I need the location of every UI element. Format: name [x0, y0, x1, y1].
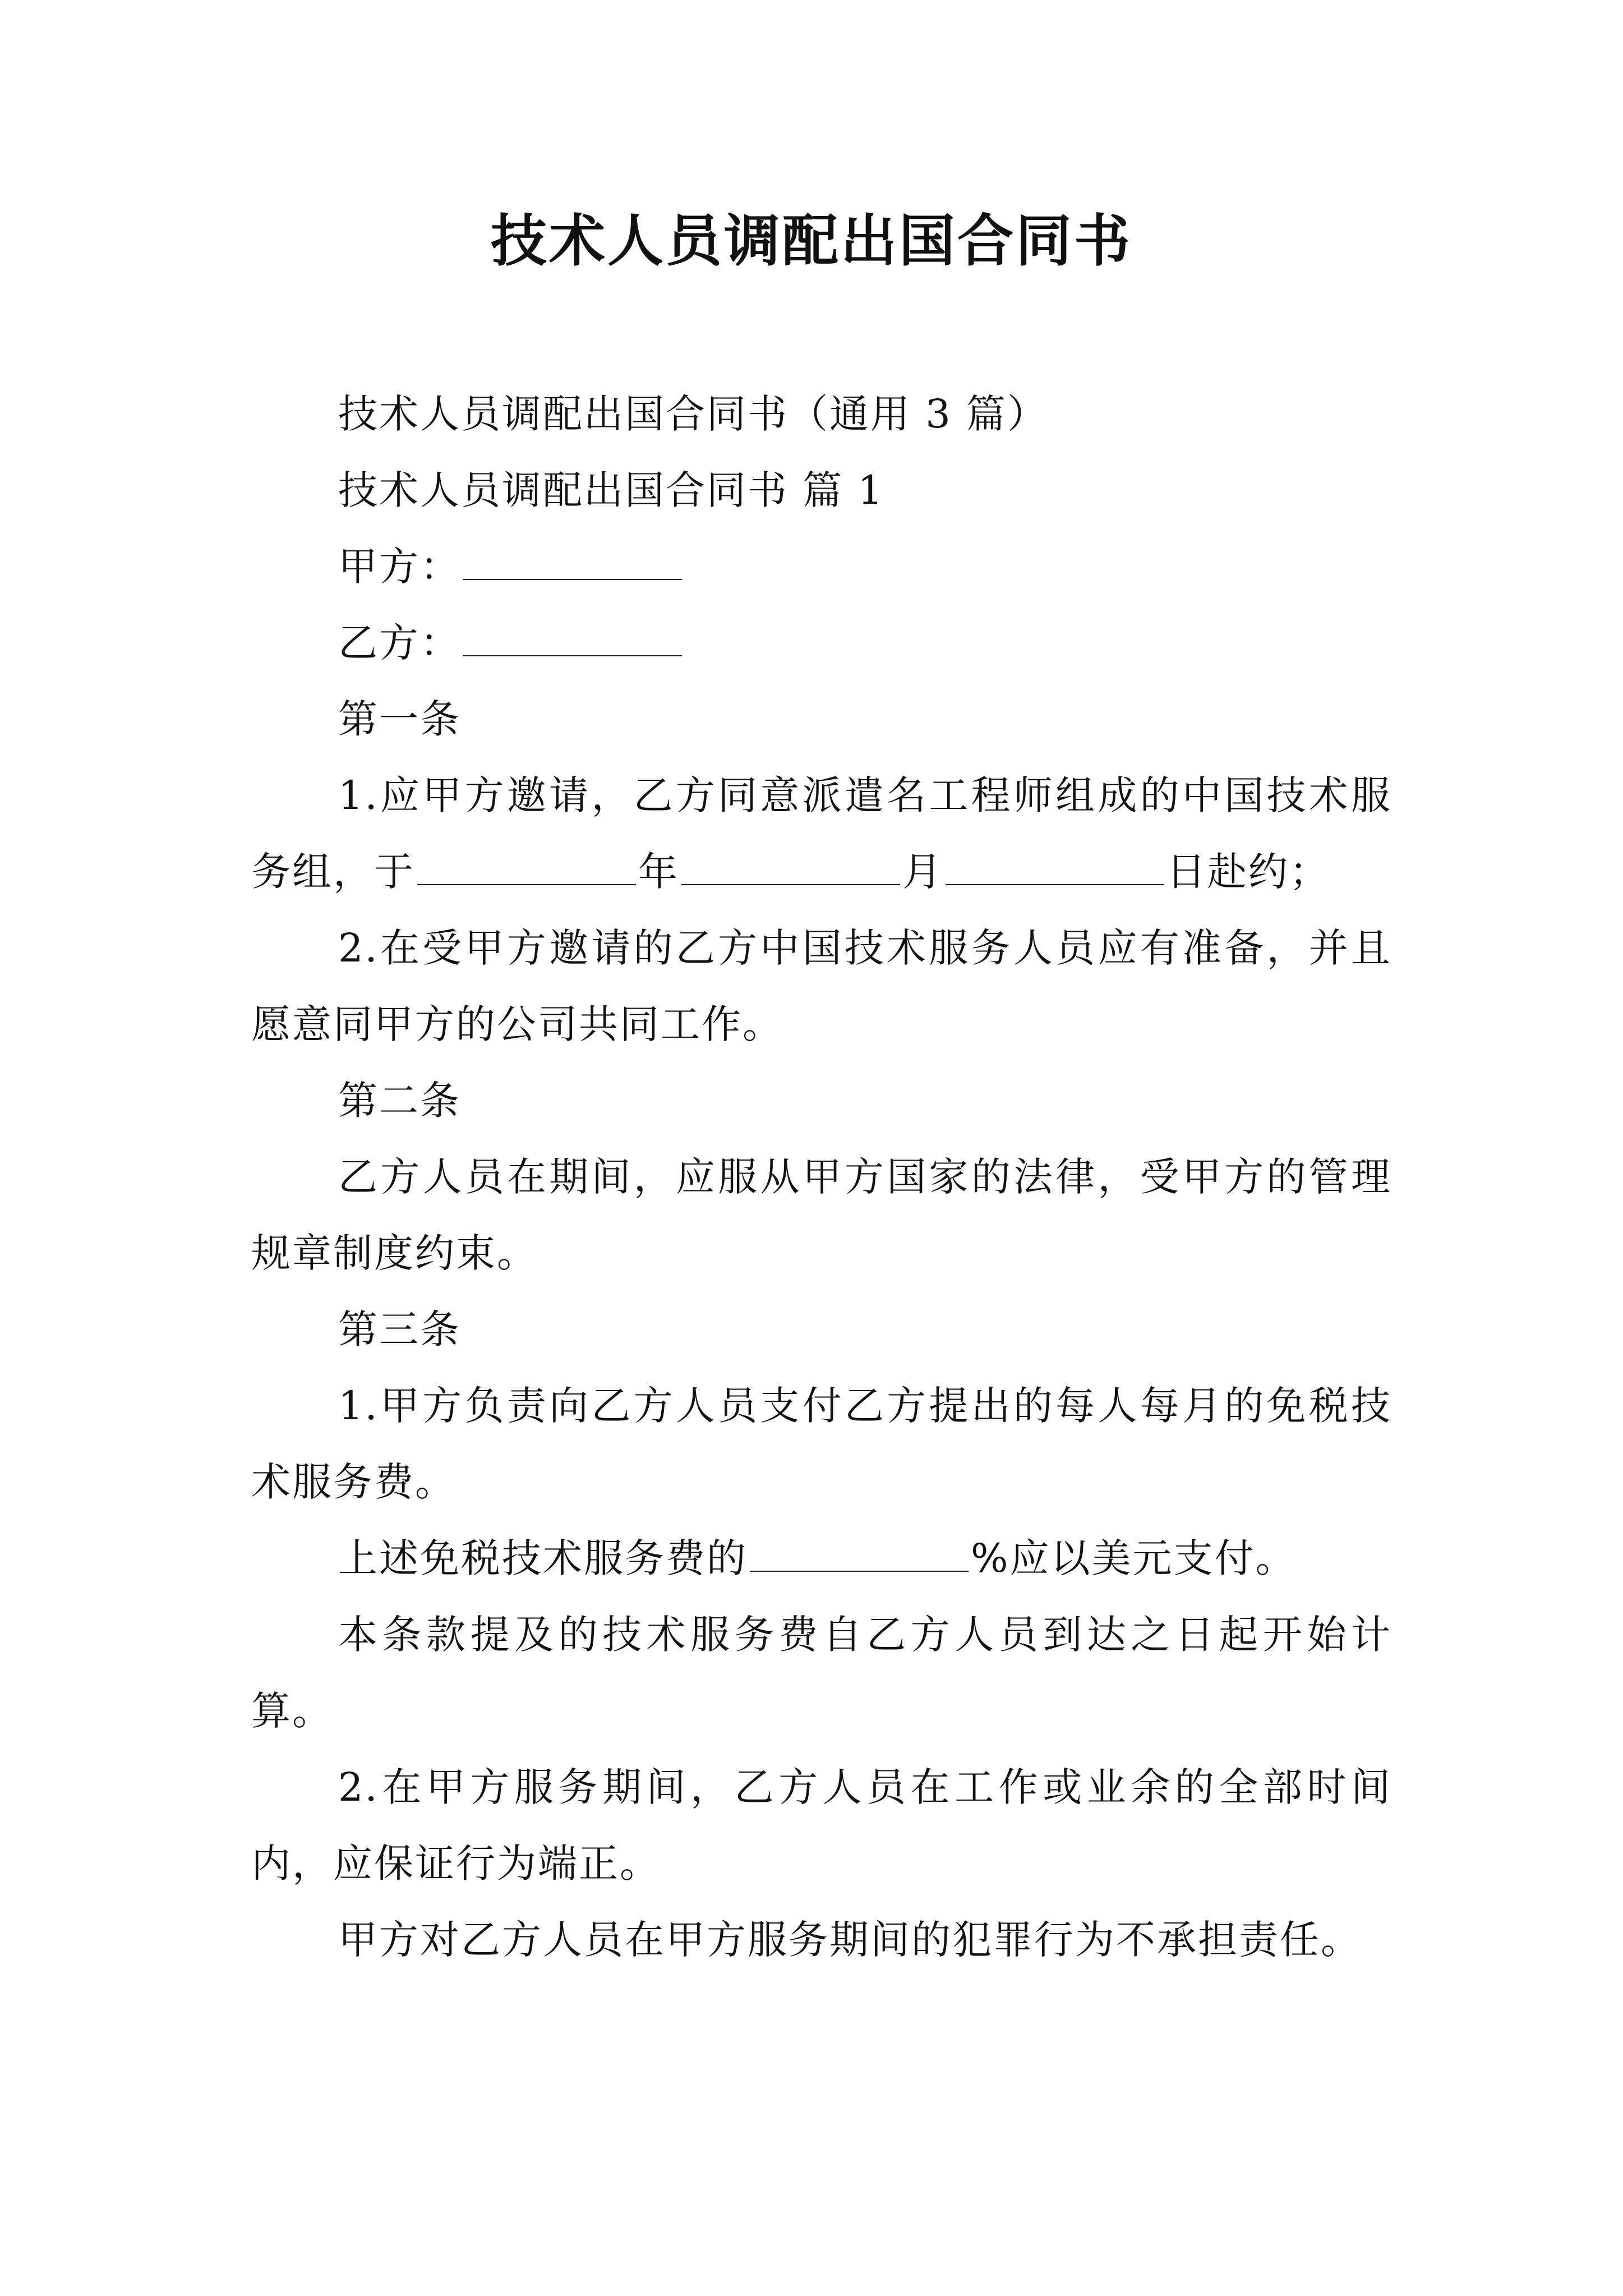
year-label: 年	[638, 849, 679, 895]
article-1-heading	[251, 681, 1392, 757]
paragraph-text: 2.在甲方服务期间，乙方人员在工作或业余的全部时间内，应保证行为端正。	[251, 1764, 1392, 1887]
paragraph-subtitle	[251, 376, 1392, 452]
party-b-blank	[463, 622, 682, 656]
paragraph-text: 1.应甲方邀请，乙方同意派遣名工程师组成的中国技术服务组，于	[251, 772, 1392, 895]
paragraph-text: 2.在受甲方邀请的乙方中国技术服务人员应有准备，并且愿意同甲方的公司共同工作。	[251, 925, 1392, 1047]
paragraph-text: 技术人员调配出国合同书（通用 3 篇）	[338, 391, 1049, 437]
article-1-clause-2	[251, 910, 1392, 1062]
paragraph-text: 日赴约；	[1166, 849, 1330, 895]
day-blank	[946, 850, 1164, 885]
article-2-body	[251, 1139, 1392, 1291]
paragraph-text: %应以美元支付。	[971, 1535, 1297, 1581]
article-3-fee-start	[251, 1596, 1392, 1749]
document-title: 技术人员调配出国合同书	[491, 208, 1132, 274]
paragraph-section-heading	[251, 452, 1392, 528]
article-3-usd-line	[251, 1520, 1392, 1596]
paragraph-text: 1.甲方负责向乙方人员支付乙方提出的每人每月的免税技术服务费。	[251, 1383, 1392, 1505]
percent-blank	[750, 1537, 969, 1572]
party-b-label: 乙方：	[338, 620, 461, 666]
party-a-line	[251, 528, 1392, 605]
article-3-liability	[251, 1902, 1392, 1978]
paragraph-text: 第二条	[338, 1078, 461, 1124]
paragraph-text: 第三条	[338, 1306, 461, 1352]
document-body	[251, 376, 1392, 1978]
paragraph-text: 第一条	[338, 696, 461, 742]
paragraph-text: 本条款提及的技术服务费自乙方人员到达之日起开始计算。	[251, 1612, 1392, 1734]
article-3-clause-2	[251, 1749, 1392, 1902]
paragraph-text: 乙方人员在期间，应服从甲方国家的法律，受甲方的管理规章制度约束。	[251, 1154, 1392, 1276]
article-1-clause-1	[251, 757, 1392, 910]
article-2-heading	[251, 1062, 1392, 1139]
paragraph-text: 上述免税技术服务费的	[338, 1535, 748, 1581]
article-3-heading	[251, 1291, 1392, 1368]
article-3-clause-1	[251, 1368, 1392, 1520]
month-label: 月	[902, 849, 943, 895]
party-a-label: 甲方：	[338, 544, 461, 590]
party-b-line	[251, 605, 1392, 681]
party-a-blank	[463, 545, 682, 580]
paragraph-text: 技术人员调配出国合同书 篇 1	[338, 467, 885, 513]
paragraph-text: 甲方对乙方人员在甲方服务期间的犯罪行为不承担责任。	[338, 1917, 1362, 1963]
year-blank	[417, 850, 636, 885]
month-blank	[681, 850, 900, 885]
